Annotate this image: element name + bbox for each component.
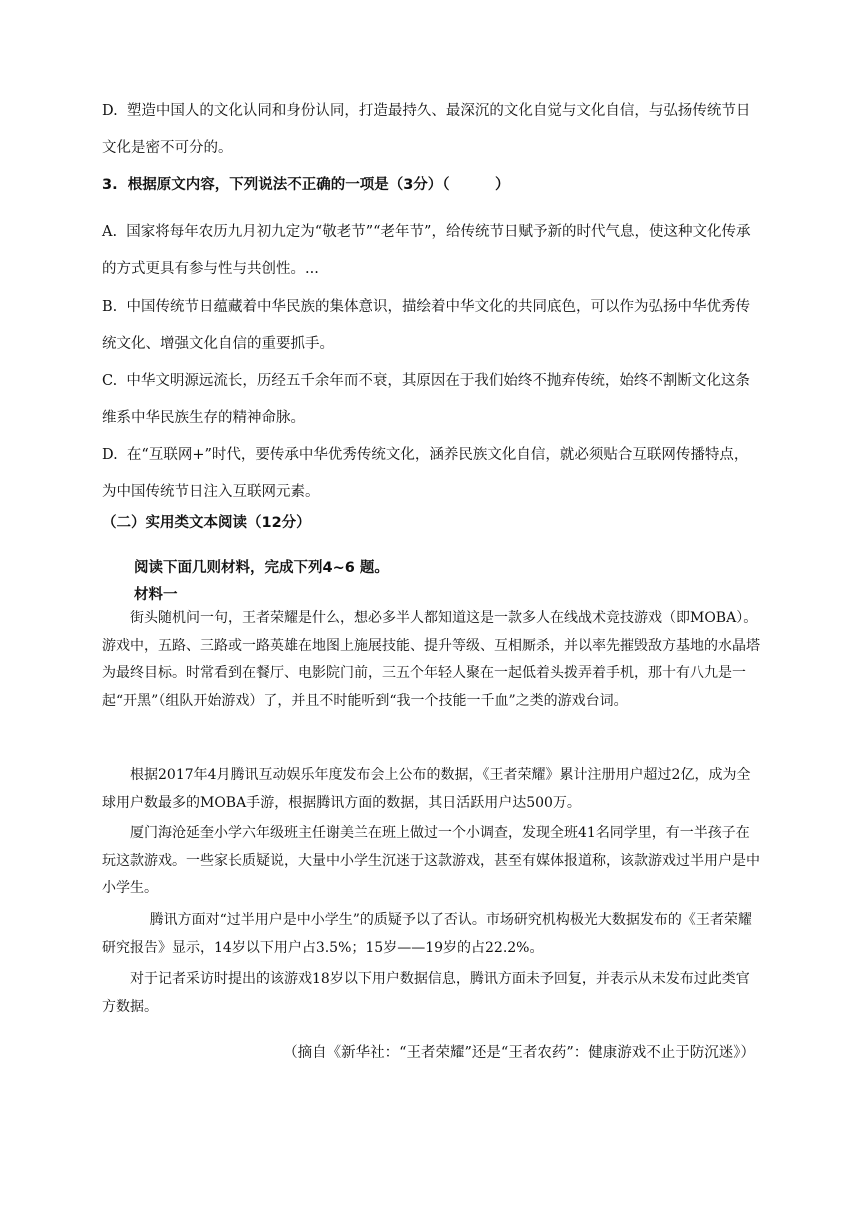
material-1-paragraph-3: 厦门海沧延奎小学六年级班主任谢美兰在班上做过一个小调查，发现全班41名同学里，有一半孩子在玩这款游戏。一些家长质疑说，大量中小学生沉迷于这款游戏，甚至有媒体报道称，该款游戏过半用户是中小学生。 [102, 825, 760, 896]
option-d-prev: D. 塑造中国人的文化认同和身份认同，打造最持久、最深沉的文化自觉与文化自信，与弘扬传统节日文化是密不可分的。 [102, 103, 751, 156]
material-1-paragraph-2: 根据2017年4月腾讯互动娱乐年度发布会上公布的数据，《王者荣耀》累计注册用户超过2亿，成为全球用户数最多的MOBA手游，根据腾讯方面的数据，其日活跃用户达500万。 [102, 767, 751, 811]
material-1-paragraph-1: 街头随机问一句，王者荣耀是什么，想必多半人都知道这是一款多人在线战术竞技游戏（即MOBA）。游戏中，五路、三路或一路英雄在地图上施展技能、提升等级、互相厮杀，并以率先摧毁敌方基地的水晶塔为最终目标。时常看到在餐厅、电影院门前，三五个年轻人聚在一起低着头拨弄着手机，那十有八九是一起“开黑”（组队开始游戏）了，并且不时能听到“我一个技能一千血”之类的游戏台词。 [102, 610, 760, 709]
question-3-option-c: C. 中华文明源远流长，历经五千余年而不衰，其原因在于我们始终不抛弃传统，始终不割断文化这条维系中华民族生存的精神命脉。 [102, 373, 750, 426]
material-1-title: 材料一 [134, 587, 178, 603]
question-3-option-d: D. 在“互联网+”时代，要传承中华优秀传统文化，涵养民族文化自信，就必须贴合互联网传播特点，为中国传统节日注入互联网元素。 [102, 447, 749, 500]
material-1-paragraph-5: 对于记者采访时提出的该游戏18岁以下用户数据信息，腾讯方面未予回复，并表示从未发布过此类官方数据。 [102, 971, 750, 1015]
section-2-instructions: 阅读下面几则材料，完成下列4~6 题。 [134, 560, 389, 576]
material-1-paragraph-4: 腾讯方面对“过半用户是中小学生”的质疑予以了否认。市场研究机构极光大数据发布的《王者荣耀研究报告》显示，14岁以下用户占3.5%；15岁——19岁的占22.2%。 [102, 912, 752, 956]
question-3-stem: 3. 根据原文内容，下列说法不正确的一项是（3分）（ ） [102, 177, 510, 193]
material-1-source: （摘自《新华社：“王者荣耀”还是“王者农药”：健康游戏不止于防沉迷》） [283, 1045, 755, 1061]
section-2-heading: （二）实用类文本阅读（12分） [102, 515, 311, 531]
question-3-option-a: A. 国家将每年农历九月初九定为“敬老节”“老年节”，给传统节日赋予新的时代气息，使这种文化传承的方式更具有参与性与共创性。... [102, 224, 751, 277]
question-3-option-b: B. 中国传统节日蕴藏着中华民族的集体意识，描绘着中华文化的共同底色，可以作为弘扬中华优秀传统文化、增强文化自信的重要抓手。 [102, 299, 750, 352]
